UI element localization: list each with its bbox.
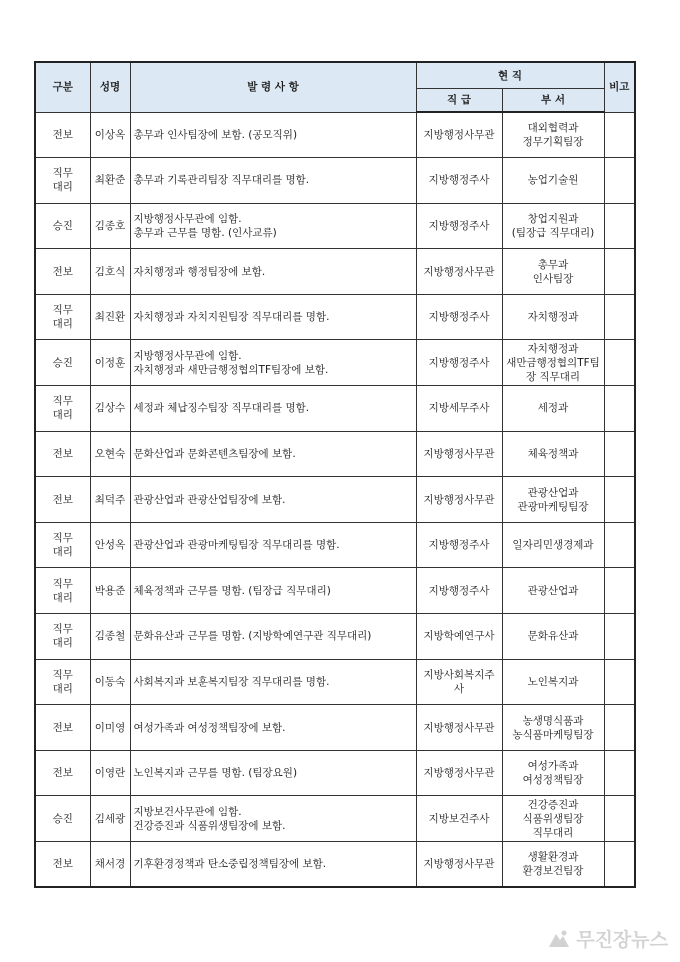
row-name-text: 오현숙: [94, 447, 126, 460]
header-grade: 직 급: [416, 89, 502, 113]
row-category: [35, 614, 90, 660]
news-logo-icon: [547, 929, 571, 949]
row-category: [35, 112, 90, 158]
row-action: [130, 568, 416, 614]
row-name-text: 이상옥: [94, 128, 126, 141]
row-action-text: 자치행정과 행정팀장에 보함.: [133, 265, 266, 278]
row-grade-text: 지방보건주사: [428, 812, 490, 825]
row-category: [35, 386, 90, 432]
row-grade: [416, 294, 502, 340]
row-category-text: 승진: [52, 219, 73, 232]
row-name: [90, 522, 130, 568]
row-department-text: 창업지원과 (팀장급 직무대리): [511, 212, 595, 239]
row-department: [502, 842, 604, 888]
row-category: [35, 249, 90, 295]
table-row: [35, 386, 635, 432]
row-department: [502, 477, 604, 523]
row-grade-text: 지방행정사무관: [423, 129, 495, 142]
row-name: [90, 750, 130, 796]
row-grade: [416, 386, 502, 432]
row-department: [502, 340, 604, 386]
row-grade: [416, 796, 502, 842]
row-name-text: 안성옥: [94, 539, 126, 552]
row-note: [604, 249, 635, 295]
row-name: [90, 340, 130, 386]
row-grade-text: 지방행정주사: [428, 174, 490, 187]
header-category: 구분: [35, 62, 90, 112]
row-grade-text: 지방행정주사: [428, 311, 490, 324]
row-name: [90, 842, 130, 888]
row-name-text: 박용준: [94, 584, 126, 597]
row-department-text: 건강증진과 식품위생팀장 직무대리: [522, 798, 584, 839]
table-row: [35, 431, 635, 477]
row-note: [604, 705, 635, 751]
row-action: [130, 158, 416, 204]
row-grade-text: 지방사회복지주사: [423, 668, 495, 695]
table-row: [35, 659, 635, 705]
row-name-text: 최덕주: [94, 493, 126, 506]
row-category-text: 전보: [52, 128, 73, 141]
row-name-text: 이정훈: [94, 356, 126, 369]
row-department-text: 관광산업과 관광마케팅팀장: [517, 486, 589, 513]
row-action-text: 관광산업과 관광산업팀장에 보함.: [133, 493, 286, 506]
row-action: [130, 842, 416, 888]
row-grade: [416, 568, 502, 614]
row-grade: [416, 705, 502, 751]
row-category-text: 직무 대리: [52, 668, 73, 695]
row-category-text: 직무 대리: [52, 304, 73, 331]
row-note: [604, 112, 635, 158]
row-department: [502, 522, 604, 568]
row-category: [35, 842, 90, 888]
row-name: [90, 431, 130, 477]
row-category: [35, 568, 90, 614]
row-name-text: 이영란: [94, 767, 126, 780]
row-grade: [416, 112, 502, 158]
row-grade-text: 지방행정주사: [428, 356, 490, 369]
row-action-text: 지방보건사무관에 임함. 건강증진과 식품위생팀장에 보함.: [133, 805, 286, 832]
row-department-text: 체육정책과: [527, 447, 579, 460]
row-department-text: 농생명식품과 농식품마케팅팀장: [512, 714, 594, 741]
row-name-text: 김호식: [94, 265, 126, 278]
row-grade: [416, 614, 502, 660]
row-department: [502, 614, 604, 660]
row-action: [130, 477, 416, 523]
row-category: [35, 477, 90, 523]
row-name: [90, 158, 130, 204]
table-row: [35, 842, 635, 888]
row-action-text: 총무과 인사팀장에 보함. (공모직위): [133, 128, 298, 141]
row-grade: [416, 340, 502, 386]
row-action-text: 지방행정사무관에 임함. 총무과 근무를 명함. (인사교류): [133, 212, 277, 239]
row-department: [502, 796, 604, 842]
row-name: [90, 614, 130, 660]
row-category-text: 직무 대리: [52, 395, 73, 422]
row-grade: [416, 431, 502, 477]
row-action-text: 자치행정과 자치지원팀장 직무대리를 명함.: [133, 311, 330, 324]
row-note: [604, 796, 635, 842]
row-action: [130, 112, 416, 158]
row-note: [604, 750, 635, 796]
row-grade: [416, 249, 502, 295]
table-row: [35, 294, 635, 340]
row-department-text: 자치행정과: [527, 311, 579, 324]
row-action-text: 체육정책과 근무를 명함. (팀장급 직무대리): [133, 584, 331, 597]
header-action: 발 령 사 항: [130, 62, 416, 112]
row-department: [502, 750, 604, 796]
row-category: [35, 750, 90, 796]
table-row: [35, 705, 635, 751]
row-name: [90, 386, 130, 432]
row-note: [604, 386, 635, 432]
row-grade: [416, 750, 502, 796]
table-row: [35, 568, 635, 614]
row-name-text: 김종철: [94, 630, 126, 643]
row-name-text: 최환준: [94, 174, 126, 187]
row-department-text: 관광산업과: [527, 584, 579, 597]
row-grade: [416, 158, 502, 204]
row-action: [130, 386, 416, 432]
row-name-text: 채서경: [94, 858, 126, 871]
table-row: [35, 203, 635, 249]
row-category-text: 승진: [52, 356, 73, 369]
row-note: [604, 340, 635, 386]
row-note: [604, 431, 635, 477]
row-action-text: 문화산업과 문화콘텐츠팀장에 보함.: [133, 447, 296, 460]
appointment-table: [34, 61, 636, 888]
watermark-text: 무진장뉴스: [576, 929, 668, 951]
row-department: [502, 294, 604, 340]
row-action: [130, 249, 416, 295]
row-name: [90, 203, 130, 249]
row-action: [130, 705, 416, 751]
row-name-text: 최진환: [94, 311, 126, 324]
row-action-text: 총무과 기록관리팀장 직무대리를 명함.: [133, 174, 310, 187]
row-grade-text: 지방행정사무관: [423, 447, 495, 460]
row-category: [35, 796, 90, 842]
row-grade-text: 지방행정사무관: [423, 493, 495, 506]
row-name-text: 김종호: [94, 219, 126, 232]
table-row: [35, 249, 635, 295]
header-department: 부 서: [502, 89, 604, 113]
table-header: [35, 62, 635, 112]
row-category-text: 전보: [52, 265, 73, 278]
row-action-text: 여성가족과 여성정책팀장에 보함.: [133, 721, 286, 734]
table-row: [35, 796, 635, 842]
table-row: [35, 614, 635, 660]
row-category: [35, 340, 90, 386]
row-category-text: 전보: [52, 858, 73, 871]
row-name: [90, 705, 130, 751]
table-row: [35, 340, 635, 386]
row-note: [604, 614, 635, 660]
row-category-text: 직무 대리: [52, 623, 73, 650]
row-note: [604, 842, 635, 888]
row-action-text: 사회복지과 보훈복지팀장 직무대리를 명함.: [133, 675, 330, 688]
row-action-text: 문화유산과 근무를 명함. (지방학예연구관 직무대리): [133, 630, 372, 643]
row-action-text: 세정과 체납징수팀장 직무대리를 명함.: [133, 402, 310, 415]
row-name: [90, 294, 130, 340]
row-grade: [416, 659, 502, 705]
header-name: 성명: [90, 62, 130, 112]
row-department-text: 여성가족과 여성정책팀장: [522, 760, 584, 787]
row-department-text: 일자리민생경제과: [512, 539, 594, 552]
row-action: [130, 796, 416, 842]
watermark: [547, 925, 668, 952]
row-action: [130, 659, 416, 705]
row-department-text: 농업기술원: [527, 174, 579, 187]
row-category: [35, 294, 90, 340]
row-grade: [416, 477, 502, 523]
row-department: [502, 386, 604, 432]
row-grade-text: 지방행정사무관: [423, 265, 495, 278]
table-body: [35, 112, 635, 887]
row-grade-text: 지방행정사무관: [423, 721, 495, 734]
row-department-text: 자치행정과 새만금행정협의TF팀 장 직무대리: [506, 342, 600, 383]
row-grade-text: 지방학예연구사: [423, 630, 495, 643]
row-category: [35, 431, 90, 477]
row-name-text: 김세광: [94, 812, 126, 825]
row-department: [502, 112, 604, 158]
row-action: [130, 522, 416, 568]
row-action-text: 노인복지과 근무를 명함. (팀장요원): [133, 767, 298, 780]
row-department-text: 총무과 인사팀장: [532, 258, 574, 285]
row-grade-text: 지방행정사무관: [423, 858, 495, 871]
row-name-text: 이미영: [94, 721, 126, 734]
row-grade: [416, 522, 502, 568]
row-note: [604, 568, 635, 614]
row-name: [90, 568, 130, 614]
row-action: [130, 750, 416, 796]
table-row: [35, 477, 635, 523]
row-note: [604, 203, 635, 249]
row-grade-text: 지방행정사무관: [423, 767, 495, 780]
row-grade-text: 지방행정주사: [428, 539, 490, 552]
row-department-text: 생활환경과 환경보건팀장: [522, 851, 584, 878]
table-row: [35, 112, 635, 158]
row-department: [502, 431, 604, 477]
row-category: [35, 522, 90, 568]
row-department: [502, 203, 604, 249]
row-name: [90, 112, 130, 158]
row-note: [604, 158, 635, 204]
row-name-text: 김상수: [94, 402, 126, 415]
row-grade-text: 지방행정주사: [428, 219, 490, 232]
row-category-text: 직무 대리: [52, 167, 73, 194]
row-name-text: 이동숙: [94, 675, 126, 688]
row-name: [90, 477, 130, 523]
row-category-text: 전보: [52, 767, 73, 780]
row-department-text: 문화유산과: [527, 630, 579, 643]
row-grade: [416, 203, 502, 249]
table-row: [35, 158, 635, 204]
row-note: [604, 522, 635, 568]
row-category: [35, 203, 90, 249]
row-department-text: 대외협력과 정무기획팀장: [522, 122, 584, 149]
row-department-text: 세정과: [537, 402, 569, 415]
header-current: 현 직: [416, 62, 604, 89]
table-row: [35, 750, 635, 796]
row-action-text: 지방행정사무관에 임함. 자치행정과 새만금행정협의TF팀장에 보함.: [133, 349, 329, 376]
row-action-text: 관광산업과 관광마케팅팀장 직무대리를 명함.: [133, 539, 340, 552]
row-category-text: 전보: [52, 493, 73, 506]
row-name: [90, 249, 130, 295]
row-action: [130, 203, 416, 249]
row-name: [90, 796, 130, 842]
row-grade-text: 지방행정주사: [428, 584, 490, 597]
row-action: [130, 340, 416, 386]
row-category-text: 승진: [52, 812, 73, 825]
row-action: [130, 614, 416, 660]
row-action-text: 기후환경정책과 탄소중립정책팀장에 보함.: [133, 858, 327, 871]
row-department: [502, 249, 604, 295]
row-action: [130, 294, 416, 340]
row-note: [604, 659, 635, 705]
row-department: [502, 705, 604, 751]
row-department: [502, 659, 604, 705]
row-grade: [416, 842, 502, 888]
row-category: [35, 705, 90, 751]
row-category-text: 전보: [52, 447, 73, 460]
row-note: [604, 294, 635, 340]
row-grade-text: 지방세무주사: [428, 402, 490, 415]
header-note: 비고: [604, 62, 635, 112]
row-department: [502, 158, 604, 204]
row-category-text: 전보: [52, 721, 73, 734]
row-action: [130, 431, 416, 477]
row-department: [502, 568, 604, 614]
row-category-text: 직무 대리: [52, 577, 73, 604]
row-category: [35, 158, 90, 204]
row-category-text: 직무 대리: [52, 532, 73, 559]
row-department-text: 노인복지과: [527, 675, 579, 688]
table-row: [35, 522, 635, 568]
row-category: [35, 659, 90, 705]
row-note: [604, 477, 635, 523]
row-name: [90, 659, 130, 705]
